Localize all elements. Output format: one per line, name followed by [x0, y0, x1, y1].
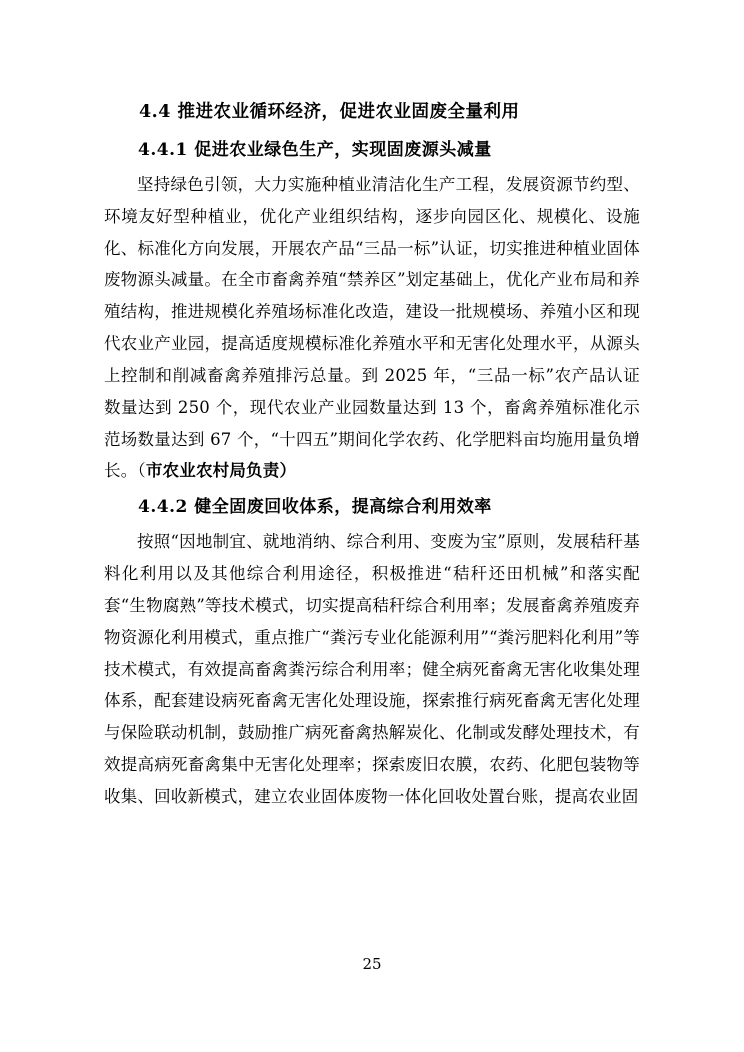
- section-heading-4-4: 4.4 推进农业循环经济，促进农业固废全量利用: [139, 102, 520, 122]
- paragraph-4-4-1-responsible-unit: 市农业农村局负责）: [145, 461, 297, 481]
- page-number: 25: [362, 955, 382, 973]
- paragraph-4-4-1-text: 坚持绿色引领，大力实施种植业清洁化生产工程，发展资源节约型、环境友好型种植业，优化产业组织结构，逐步向园区化、规模化、设施化、标准化方向发展，开展农产品“三品一标”认证，切实推进种植业固体废物源头减量。在全市畜禽养殖“禁养区”划定基础上，优化产业布局和养殖结构，推进规模化养殖场标准化改造，建设一批规模场、养殖小区和现代农业产业园，提高适度规模标准化养殖水平和无害化处理水平，从源头上控制和削减畜禽养殖排污总量。到 2025 年，“三品一标”农产品认证数量达到 250 个，现代农业产业园数量达到 13 个，畜禽养殖标准化示范场数量达到 67 个，“十四五”期间化学农药、化学肥料亩均施用量负增长。（: [104, 174, 640, 481]
- page-content: [104, 98, 640, 815]
- paragraph-4-4-2: 按照“因地制宜、就地消纳、综合利用、变废为宝”原则，发展秸秆基料化利用以及其他综合利用途径，积极推进“秸秆还田机械”和落实配套“生物腐熟”等技术模式，切实提高秸秆综合利用率；发展畜禽养殖废弃物资源化利用模式，重点推广“粪污专业化能源利用”“粪污肥料化利用”等技术模式，有效提高畜禽粪污综合利用率；健全病死畜禽无害化收集处理体系，配套建设病死畜禽无害化处理设施，探索推行病死畜禽无害化处理与保险联动机制，鼓励推广病死畜禽热解炭化、化制或发酵处理技术，有效提高病死畜禽集中无害化处理率；探索废旧农膜，农药、化肥包装物等收集、回收新模式，建立农业固体废物一体化回收处置台账，提高农业固: [104, 532, 640, 806]
- section-heading-4-4-2: 4.4.2 健全固废回收体系，提高综合利用效率: [138, 497, 492, 518]
- section-heading-4-4-1: 4.4.1 促进农业绿色生产，实现固废源头减量: [138, 140, 492, 160]
- paragraph-4-4-1: [104, 169, 640, 487]
